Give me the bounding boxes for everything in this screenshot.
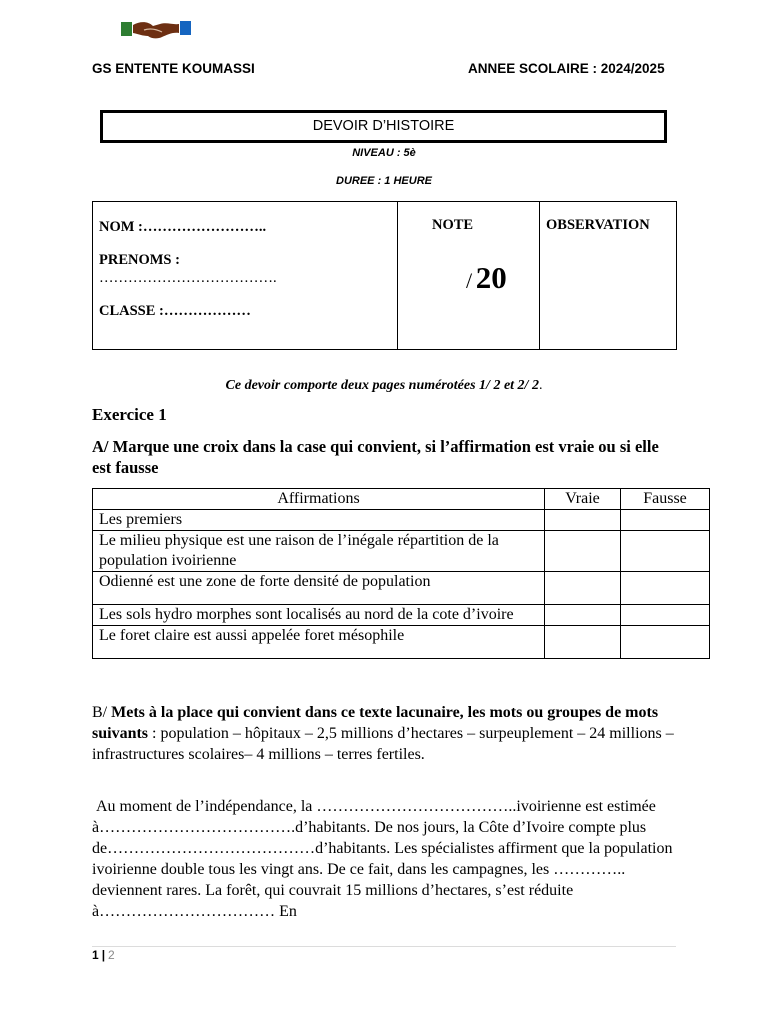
fausse-checkbox-cell[interactable] <box>621 605 710 626</box>
firstname-field[interactable]: ………………………………. <box>99 270 277 286</box>
table-row <box>93 531 710 572</box>
firstname-label: PRENOMS : <box>99 252 180 268</box>
table-row <box>93 510 710 531</box>
vraie-checkbox-cell[interactable] <box>545 605 621 626</box>
student-identity-cell <box>93 202 398 350</box>
affirmation-text: Le foret claire est aussi appelée foret mésophile <box>93 626 545 659</box>
vraie-checkbox-cell[interactable] <box>545 510 621 531</box>
fausse-checkbox-cell[interactable] <box>621 531 710 572</box>
table-row <box>93 572 710 605</box>
table-row <box>93 626 710 659</box>
page-number <box>92 948 115 962</box>
header-vraie: Vraie <box>545 489 621 510</box>
vraie-checkbox-cell[interactable] <box>545 572 621 605</box>
school-year: ANNEE SCOLAIRE : 2024/2025 <box>468 61 665 76</box>
header-fausse: Fausse <box>621 489 710 510</box>
affirmations-table <box>92 488 710 659</box>
affirmation-text: Les premiers <box>93 510 545 531</box>
duration: DUREE : 1 HEURE <box>336 175 432 187</box>
page-separator: | <box>101 948 106 962</box>
pages-note-period: . <box>538 378 543 393</box>
pages-note-text: Ce devoir comporte deux pages numérotées 1/ 2 et 2/ 2 <box>225 378 539 393</box>
total-pages: 2 <box>108 948 115 962</box>
class-field[interactable]: CLASSE :……………… <box>99 303 251 319</box>
name-field[interactable]: NOM :…………………….. <box>99 219 267 235</box>
current-page: 1 <box>92 948 99 962</box>
note-label: NOTE <box>432 217 474 233</box>
student-info-table <box>92 201 677 350</box>
observation-cell <box>540 202 677 350</box>
fausse-checkbox-cell[interactable] <box>621 626 710 659</box>
vraie-checkbox-cell[interactable] <box>545 531 621 572</box>
vraie-checkbox-cell[interactable] <box>545 626 621 659</box>
school-name: GS ENTENTE KOUMASSI <box>92 61 255 76</box>
observation-label: OBSERVATION <box>546 217 650 233</box>
note-slash: / <box>466 268 473 293</box>
note-cell <box>398 202 540 350</box>
exam-title-box <box>100 110 667 143</box>
header-affirmations: Affirmations <box>93 489 545 510</box>
pages-note <box>0 378 768 394</box>
note-total: 20 <box>475 260 507 295</box>
fausse-checkbox-cell[interactable] <box>621 510 710 531</box>
level: NIVEAU : 5è <box>352 147 416 159</box>
exam-title: DEVOIR D’HISTOIRE <box>312 118 455 134</box>
table-row <box>93 605 710 626</box>
affirmation-text: Les sols hydro morphes sont localisés au nord de la cote d’ivoire <box>93 605 545 626</box>
affirmation-text: Odienné est une zone de forte densité de population <box>93 572 545 605</box>
part-b-word-list: : population – hôpitaux – 2,5 millions d’hectares – surpeuplement – 24 millions – infrastructures scolaires– 4 millions – terres fertiles. <box>92 725 674 763</box>
part-a-instruction: A/ Marque une croix dans la case qui convient, si l’affirmation est vraie ou si elle est fausse <box>92 437 659 477</box>
fill-in-paragraph: Au moment de l’indépendance, la ………………………………..ivoirienne est estimée à……………………………….d’habitants. De nos jours, la Côte d’Ivoire compte plus de…………………………………d’habitants. Les spécialistes affirment que la population ivoirienne double tous les vingt ans. De ce fait, dans les campagnes, les ………….. deviennent rares. La forêt, qui couvrait 15 millions d’hectares, s’est réduite à…………………………… En <box>92 798 673 920</box>
handshake-logo <box>120 18 194 42</box>
fausse-checkbox-cell[interactable] <box>621 572 710 605</box>
part-b-instruction-text: Mets à la place qui convient dans ce texte lacunaire, les mots ou groupes de mots suivants <box>92 704 659 742</box>
affirmation-text: Le milieu physique est une raison de l’inégale répartition de la population ivoirienne <box>93 531 545 572</box>
exercise-title: Exercice 1 <box>92 405 167 424</box>
part-b-instruction <box>92 702 682 765</box>
footer-divider <box>92 946 676 947</box>
table-header-row <box>93 489 710 510</box>
part-b-prefix: B/ <box>92 704 112 721</box>
